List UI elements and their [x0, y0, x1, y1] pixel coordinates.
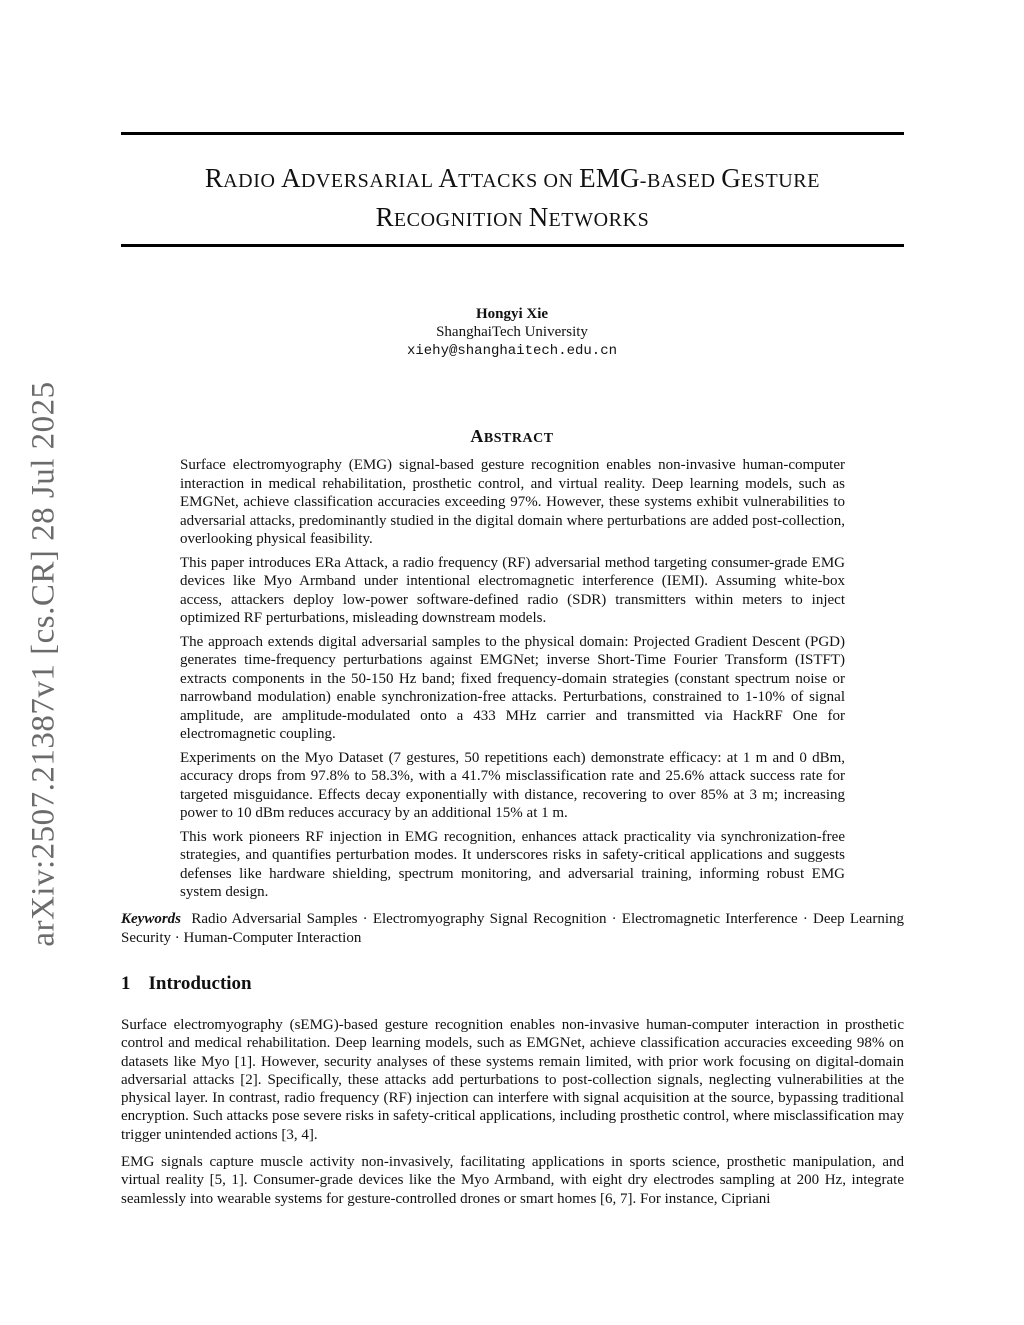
paper-title — [121, 160, 904, 238]
abstract-paragraph: Experiments on the Myo Dataset (7 gestures, 50 repetitions each) demonstrate efficacy: at 1 m and 0 dBm, accuracy drops from 97.8% to 58.3%, with a 41.7% misclassification rate and 25.6% attack success rate for targeted misguidance. Effects decay exponentially with distance, recovering to over 85% at 3 m; increasing power to 10 dBm reduces accuracy by an additional 15% at 1 m. — [180, 749, 845, 821]
arxiv-identifier-text: arXiv:2507.21387v1 [cs.CR] 28 Jul 2025 — [25, 381, 62, 947]
author-email[interactable]: xiehy@shanghaitech.edu.cn — [406, 343, 618, 359]
keywords-text: Radio Adversarial Samples · Electromyography Signal Recognition · Electromagnetic Interference · Deep Learning Security · Human-Computer Interaction — [121, 911, 904, 946]
title-rule-top — [121, 132, 904, 135]
abstract-paragraph: This work pioneers RF injection in EMG recognition, enhances attack practicality via synchronization-free strategies, and quantifies perturbation modes. It underscores risks in safety-critical applications and suggests defenses like hardware shielding, spectrum monitoring, and adversarial training, informing robust EMG system design. — [180, 828, 845, 900]
author-name: Hongyi Xie — [475, 306, 549, 322]
title-line-1: RADIO ADVERSARIAL ATTACKS ON EMG-BASED GESTURE — [204, 163, 821, 193]
abstract-paragraph: The approach extends digital adversarial samples to the physical domain: Projected Gradient Descent (PGD) generates time-frequency perturbations against EMGNet; inverse Short-Time Fourier Transform (ISTFT) extracts components in the 50-150 Hz band; fixed frequency-domain strategies (constant spectrum noise or narrowband modulation) enable synchronization-free attacks. Perturbations, constrained to 1-10% of signal amplitude, are amplitude-modulated onto a 433 MHz carrier and transmitted via HackRF One for electromagnetic coupling. — [180, 633, 845, 742]
body-paragraph: EMG signals capture muscle activity non-invasively, facilitating applications in sports science, prosthetic manipulation, and virtual reality [5, 1]. Consumer-grade devices like the Myo Armband, with eight dry electrodes sampling at 200 Hz, integrate seamlessly into wearable systems for gesture-controlled drones or smart homes [6, 7]. For instance, Cipriani — [121, 1154, 904, 1207]
abstract-paragraph: Surface electromyography (EMG) signal-based gesture recognition enables non-invasive human-computer interaction in medical rehabilitation, prosthetic control, and virtual reality. Deep learning models, such as EMGNet, achieve classification accuracies exceeding 97%. However, these systems exhibit vulnerabilities to adversarial attacks, predominantly studied in the digital domain where perturbations are added post-collection, overlooking physical feasibility. — [180, 457, 845, 547]
keywords — [121, 910, 904, 948]
body-paragraph: Surface electromyography (sEMG)-based gesture recognition enables non-invasive human-computer interaction in prosthetic control and medical rehabilitation. Deep learning models, such as EMGNet, achieve classification accuracies exceeding 98% on datasets like Myo [1]. However, security analyses of these systems remain limited, with prior work focusing on digital-domain adversarial attacks [2]. Specifically, these attacks add perturbations to post-collection signals, neglecting vulnerabilities at the physical layer. In contrast, radio frequency (RF) injection can interfere with signal acquisition at the source, bypassing traditional encryption. Such attacks pose severe risks in safety-critical applications, including prosthetic control, where misclassification may trigger unintended actions [3, 4]. — [121, 1017, 904, 1143]
abstract — [180, 456, 845, 907]
abstract-paragraph: This paper introduces ERa Attack, a radio frequency (RF) adversarial method targeting consumer-grade EMG devices like Myo Armband under intentional electromagnetic interference (IEMI). Assuming white-box access, attackers deploy low-power software-defined radio (SDR) transmitters within meters to inject optimized RF perturbations, misleading downstream models. — [180, 554, 845, 626]
keywords-label: Keywords — [121, 911, 181, 927]
abstract-heading: ABSTRACT — [470, 426, 554, 446]
section-heading-introduction — [121, 973, 252, 995]
section-number: 1 — [121, 973, 131, 994]
introduction-body — [121, 1016, 904, 1217]
author-affiliation: ShanghaiTech University — [436, 324, 588, 340]
title-rule-bottom — [121, 244, 904, 247]
section-title: Introduction — [148, 973, 252, 994]
title-line-2: RECOGNITION NETWORKS — [375, 202, 650, 232]
